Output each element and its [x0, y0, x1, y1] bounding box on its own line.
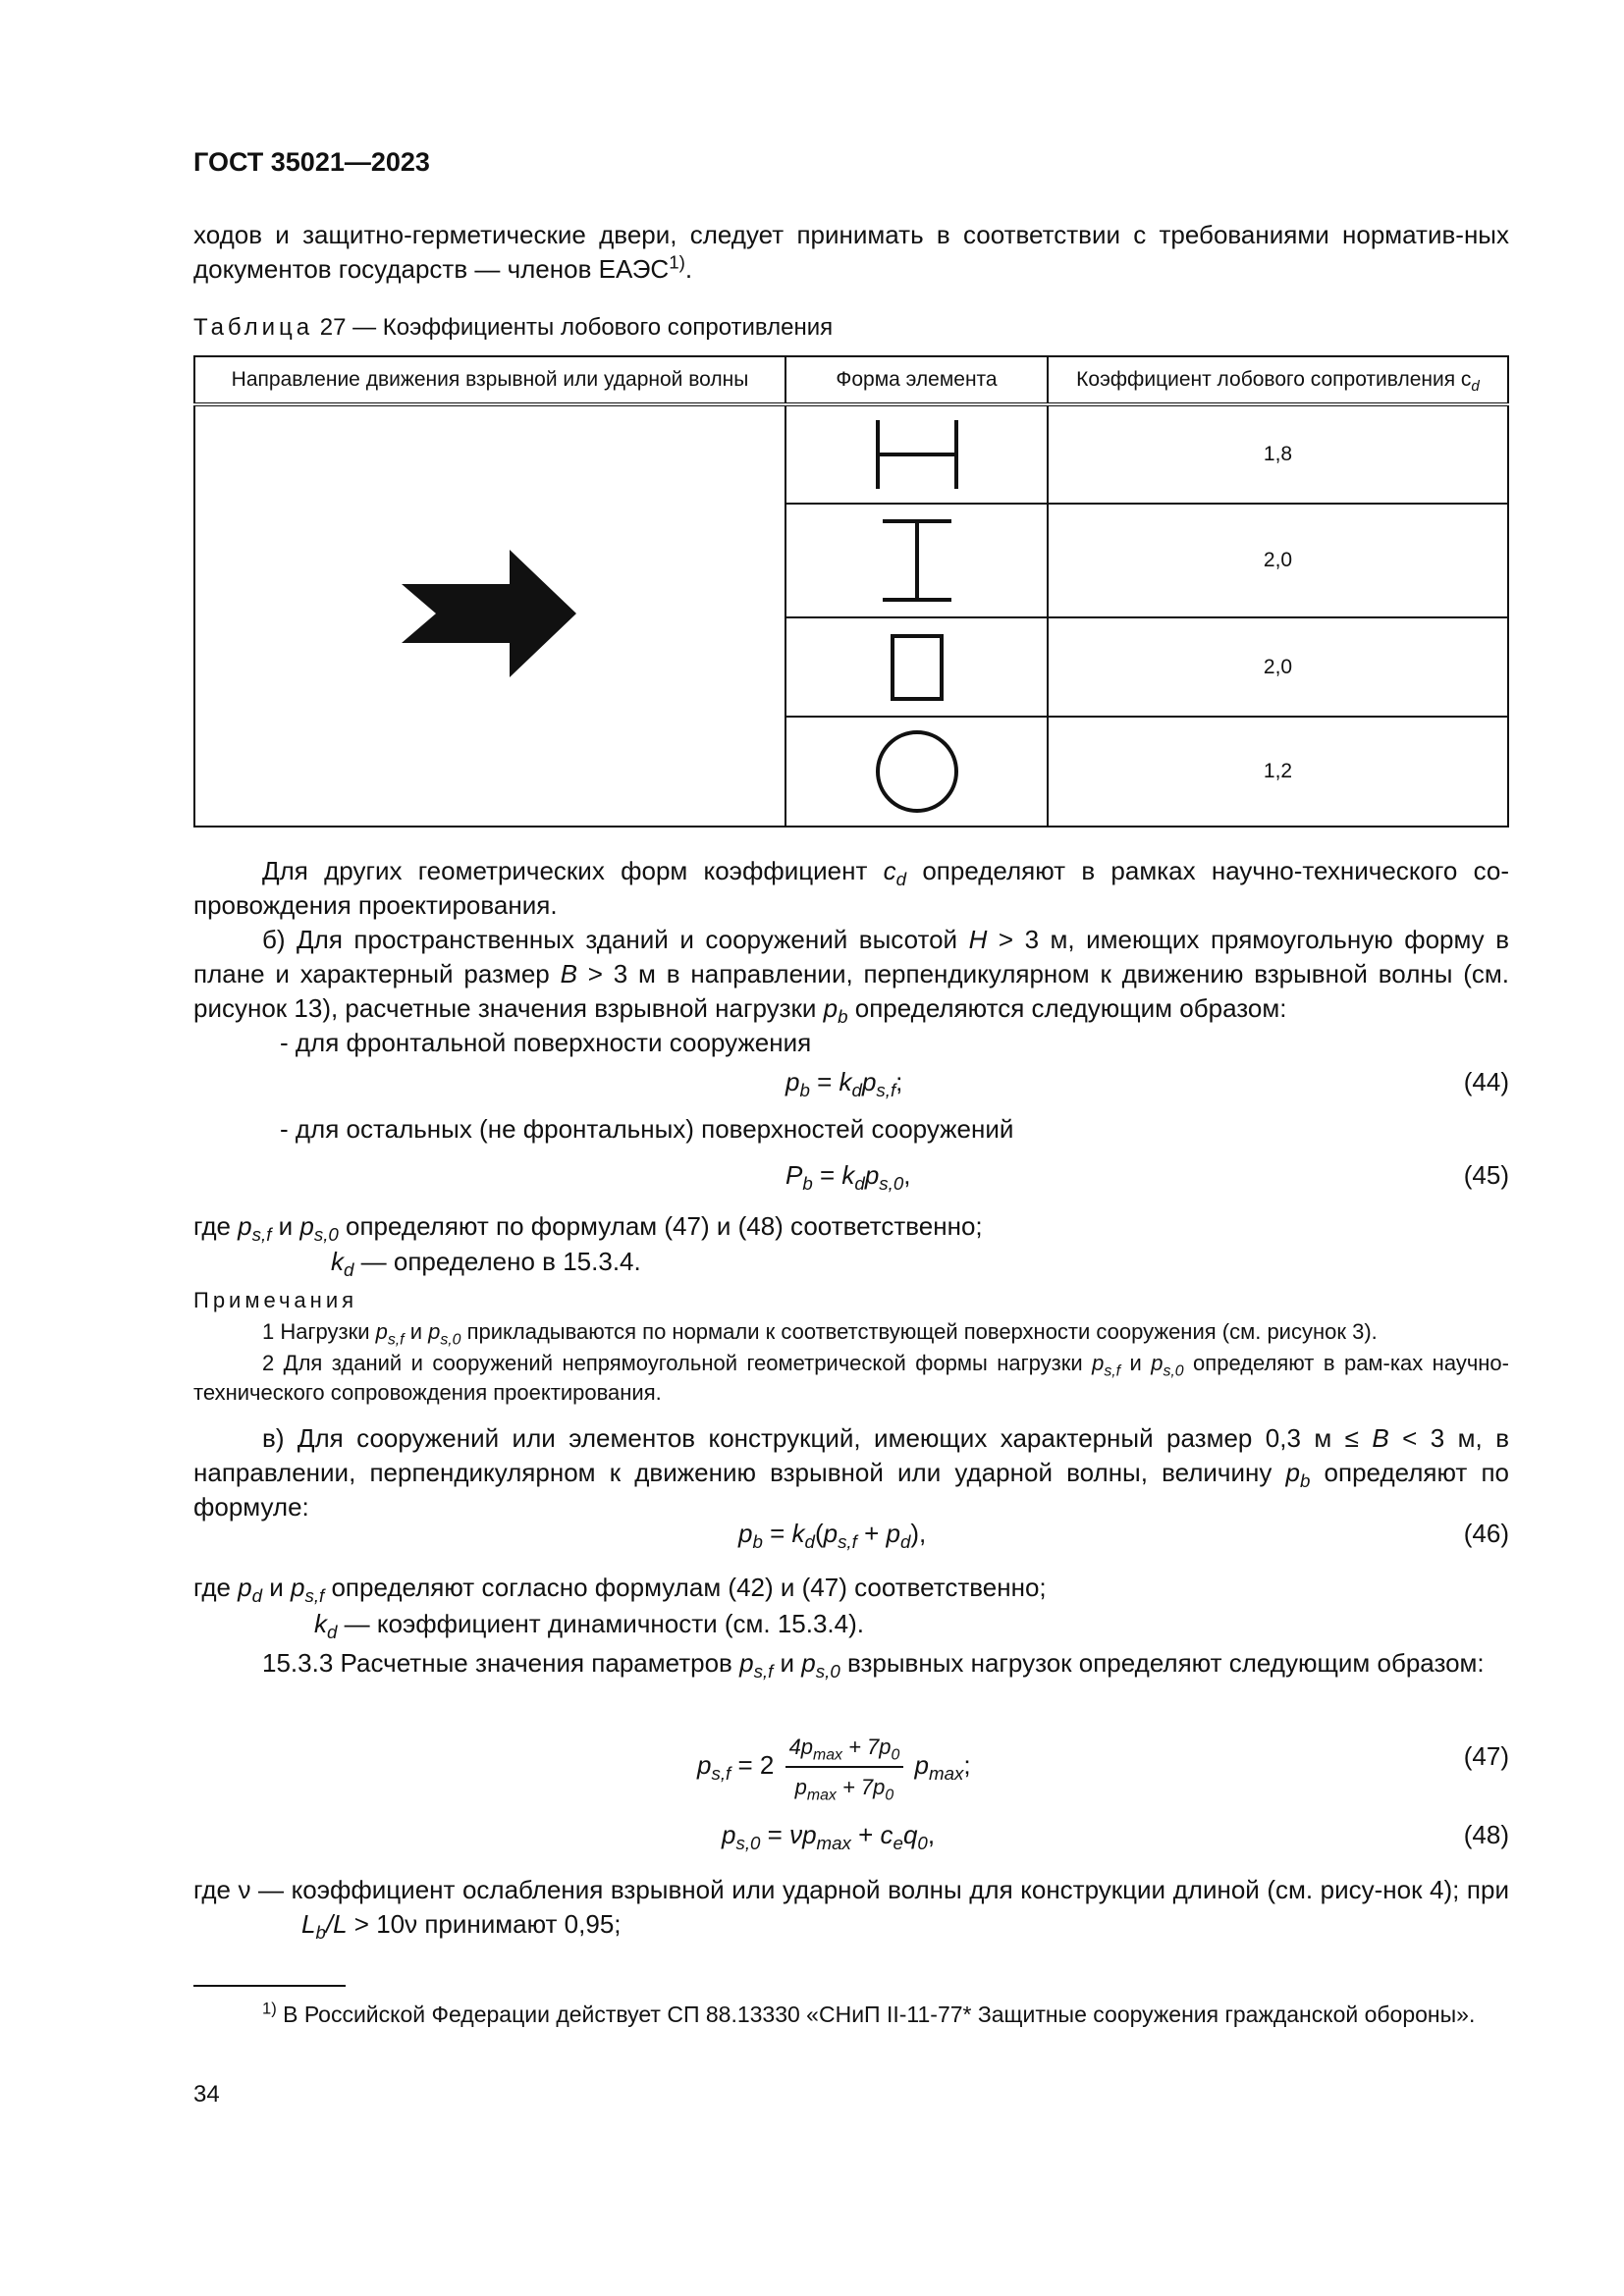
shape-cell: [785, 404, 1048, 504]
list-item-other: - для остальных (не фронтальных) поверхностей сооружений: [280, 1114, 1014, 1144]
where-kd-2: $k_d$ — коэффициент динамичности (см. 15.3.4).: [314, 1609, 864, 1643]
footnote-ref[interactable]: 1): [669, 251, 685, 273]
col-header-coefficient: Коэффициент лобового сопротивления $c_d$: [1048, 356, 1508, 404]
i-beam-horizontal-icon: [873, 415, 961, 494]
value-cell: 1,2: [1048, 717, 1508, 827]
where-kd-1: $k_d$ — определено в 15.3.4.: [331, 1247, 641, 1281]
col-header-shape: Форма элемента: [785, 356, 1048, 404]
document-header: ГОСТ 35021—2023: [193, 147, 430, 177]
value-cell: 1,8: [1048, 404, 1508, 504]
paragraph-v: в) Для сооружений или элементов конструкций, имеющих характерный размер 0,3 м ≤ B < 3 м, в направлении, перпендикулярном к движению взрывной или ударной волны, величину $p_b$ определяют по формуле:: [193, 1423, 1509, 1522]
where-clause-3: где ν — коэффициент ослабления взрывной или ударной волны для конструкции длиной (см. рису-нок 4); при $L_b/L > 10\nu$ принимают 0,95;: [193, 1875, 1509, 1944]
equation-46: $p_b = k_d(p_{s,f} + p_d)$,: [738, 1519, 927, 1553]
equation-47: $p_{s,f} = 2$ $\frac{4p_{max} + 7p_0}{p_{max} + 7p_0}$ $p_{max}$;: [697, 1730, 971, 1804]
equation-number-45: (45): [1463, 1160, 1509, 1190]
equation-number-46: (46): [1463, 1519, 1509, 1548]
table-row: [194, 404, 1508, 504]
equation-number-44: (44): [1463, 1067, 1509, 1096]
list-item-frontal: - для фронтальной поверхности сооружения: [280, 1028, 812, 1057]
paragraph-15-3-3: 15.3.3 Расчетные значения параметров $p_{s,f}$ и $p_{s,0}$ взрывных нагрузок определяют следующим образом:: [262, 1648, 1485, 1682]
equation-number-48: (48): [1463, 1820, 1509, 1849]
equation-45: $P_b = k_dp_{s,0}$,: [785, 1160, 911, 1195]
circle-icon: [873, 727, 961, 816]
footnote-divider: [193, 1985, 346, 1987]
shape-cell: [785, 617, 1048, 717]
paragraph-other-shapes: Для других геометрических форм коэффициент $c_d$ определяют в рамках научно-технического со-провождения проектирования.: [193, 856, 1509, 920]
table-caption: Таблица 27 — Коэффициенты лобового сопротивления: [193, 314, 834, 341]
value-cell: 2,0: [1048, 617, 1508, 717]
direction-cell: [194, 404, 785, 827]
value-cell: 2,0: [1048, 504, 1508, 617]
paragraph-b: б) Для пространственных зданий и сооружений высотой H > 3 м, имеющих прямоугольную форму в плане и характерный размер B > 3 м в направлении, перпендикулярном к движению взрывной волны (см. рисунок 13), расчетные значения взрывной нагрузки $p_b$ определяются следующим образом:: [193, 925, 1510, 1028]
equation-44: $p_b = k_dp_{s,f}$;: [785, 1067, 903, 1101]
footnote: $^{1)}$ В Российской Федерации действует СП 88.13330 «СНиП II-11-77* Защитные сооружения гражданской обороны».: [262, 1999, 1476, 2027]
page-number: 34: [193, 2081, 220, 2108]
col-header-direction: Направление движения взрывной или ударной волны: [194, 356, 785, 404]
shape-cell: [785, 717, 1048, 827]
shape-cell: [785, 504, 1048, 617]
drag-coefficients-table: [193, 355, 1509, 828]
where-clause-1: где $p_{s,f}$ и $p_{s,0}$ определяют по формулам (47) и (48) соответственно;: [193, 1211, 983, 1246]
rectangle-icon: [890, 633, 945, 702]
equation-48: $p_{s,0} = \nu p_{max} + c_eq_0$,: [722, 1820, 936, 1854]
arrow-right-icon: [402, 550, 578, 677]
note-1: 1 Нагрузки $p_{s,f}$ и $p_{s,0}$ прикладываются по нормали к соответствующей поверхности сооружения (см. рисунок 3).: [262, 1319, 1378, 1349]
i-beam-vertical-icon: [878, 516, 956, 605]
note-2: 2 Для зданий и сооружений непрямоугольной геометрической формы нагрузки $p_{s,f}$ и $p_{s,0}$ определяют в рам-ках научно-технического сопровождения проектирования.: [193, 1351, 1509, 1405]
equation-number-47: (47): [1463, 1741, 1509, 1771]
where-clause-2: где $p_d$ и $p_{s,f}$ определяют согласно формулам (42) и (47) соответственно;: [193, 1573, 1047, 1607]
notes-title: Примечания: [193, 1288, 358, 1312]
intro-paragraph: ходов и защитно-герметические двери, следует принимать в соответствии с требованиями норматив-ных документов государств — членов ЕАЭС$^{1)}$.: [193, 220, 1509, 284]
